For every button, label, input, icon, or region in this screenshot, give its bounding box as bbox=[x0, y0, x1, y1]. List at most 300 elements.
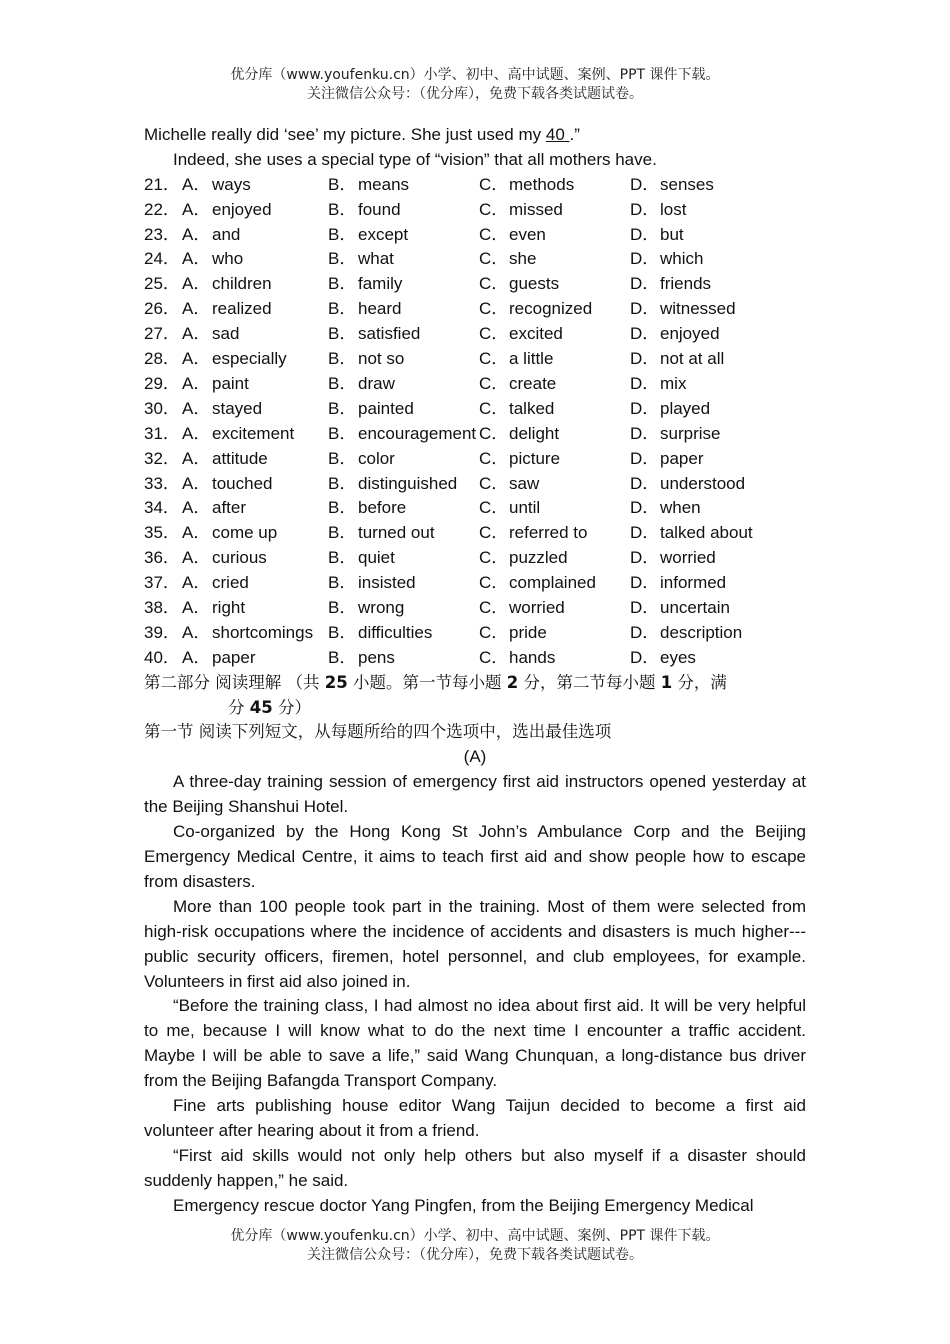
option-text: enjoyed bbox=[660, 324, 720, 344]
option-text: but bbox=[660, 224, 684, 244]
option-text: painted bbox=[358, 398, 414, 418]
question-number: 33． bbox=[144, 473, 180, 493]
question-row bbox=[144, 596, 806, 621]
question-row bbox=[144, 272, 806, 297]
option-text: witnessed bbox=[660, 299, 736, 319]
option-d bbox=[630, 397, 806, 422]
document-body bbox=[144, 123, 806, 1219]
option-letter: C． bbox=[479, 373, 509, 393]
option-text: lost bbox=[660, 199, 687, 219]
option-text: complained bbox=[509, 573, 596, 593]
option-text: create bbox=[509, 373, 557, 393]
option-d bbox=[630, 521, 806, 546]
option-d bbox=[630, 247, 806, 272]
option-letter: D． bbox=[630, 523, 660, 543]
option-b bbox=[328, 322, 479, 347]
option-letter: C． bbox=[479, 647, 509, 667]
option-text: talked about bbox=[660, 523, 753, 543]
option-letter: B． bbox=[328, 199, 357, 219]
option-letter: B． bbox=[328, 249, 357, 269]
option-letter: D． bbox=[630, 349, 660, 369]
option-d bbox=[630, 198, 806, 223]
option-letter: D． bbox=[630, 473, 660, 493]
option-b bbox=[328, 571, 479, 596]
option-letter: C． bbox=[479, 349, 509, 369]
blank-40: 40 bbox=[545, 125, 570, 144]
part2-heading: 第二部分 阅读理解 （共 25 小题。第一节每小题 2 分，第二节每小题 1 分，满 bbox=[144, 672, 727, 692]
question-list bbox=[144, 173, 806, 671]
option-a bbox=[182, 397, 328, 422]
question-row bbox=[144, 247, 806, 272]
option-letter: A． bbox=[182, 597, 211, 617]
footer-line-2: 关注微信公众号：（优分库），免费下载各类试题试卷。 bbox=[307, 1247, 643, 1263]
option-b bbox=[328, 372, 479, 397]
option-letter: C． bbox=[479, 299, 509, 319]
question-number: 40． bbox=[144, 647, 180, 667]
option-text: paper bbox=[660, 448, 704, 468]
option-d bbox=[630, 173, 806, 198]
option-letter: A． bbox=[182, 498, 211, 518]
option-letter: D． bbox=[630, 573, 660, 593]
option-text: puzzled bbox=[509, 548, 568, 568]
question-number: 25． bbox=[144, 274, 180, 294]
option-d bbox=[630, 496, 806, 521]
option-text: pens bbox=[358, 647, 395, 667]
option-text: turned out bbox=[358, 523, 435, 543]
option-d bbox=[630, 472, 806, 497]
option-d bbox=[630, 422, 806, 447]
option-text: excitement bbox=[212, 423, 295, 443]
option-b bbox=[328, 223, 479, 248]
option-text: and bbox=[212, 224, 241, 244]
question-number: 34． bbox=[144, 498, 180, 518]
option-text: family bbox=[358, 274, 403, 294]
option-b bbox=[328, 496, 479, 521]
footer-line-1: 优分库（www.youfenku.cn）小学、初中、高中试题、案例、PPT 课件下载。 bbox=[230, 1228, 720, 1244]
option-a bbox=[182, 322, 328, 347]
option-text: enjoyed bbox=[212, 199, 272, 219]
option-c bbox=[479, 272, 630, 297]
option-text: until bbox=[509, 498, 541, 518]
option-a bbox=[182, 447, 328, 472]
option-a bbox=[182, 223, 328, 248]
option-text: uncertain bbox=[660, 597, 730, 617]
option-text: a little bbox=[509, 349, 554, 369]
option-text: methods bbox=[509, 174, 575, 194]
option-text: mix bbox=[660, 373, 687, 393]
option-d bbox=[630, 297, 806, 322]
option-c bbox=[479, 496, 630, 521]
option-text: eyes bbox=[660, 647, 696, 667]
option-text: encouragement bbox=[358, 423, 477, 443]
option-text: description bbox=[660, 622, 743, 642]
question-number: 39． bbox=[144, 622, 180, 642]
option-b bbox=[328, 272, 479, 297]
option-text: difficulties bbox=[358, 622, 433, 642]
option-d bbox=[630, 546, 806, 571]
option-letter: A． bbox=[182, 473, 211, 493]
option-c bbox=[479, 521, 630, 546]
part2-heading-cont: 分 45 分） bbox=[228, 697, 311, 717]
option-letter: B． bbox=[328, 299, 357, 319]
option-text: heard bbox=[358, 299, 402, 319]
option-letter: A． bbox=[182, 324, 211, 344]
question-row bbox=[144, 347, 806, 372]
option-text: referred to bbox=[509, 523, 588, 543]
option-letter: B． bbox=[328, 174, 357, 194]
option-b bbox=[328, 247, 479, 272]
option-letter: B． bbox=[328, 324, 357, 344]
passage-paragraph: A three-day training session of emergency first aid instructors opened yesterday at the Beijing Shanshui Hotel. bbox=[144, 772, 806, 817]
option-d bbox=[630, 596, 806, 621]
option-letter: D． bbox=[630, 249, 660, 269]
option-a bbox=[182, 621, 328, 646]
option-c bbox=[479, 223, 630, 248]
intro-line-1: Michelle really did ‘see’ my picture. She just used my 40 .” bbox=[144, 125, 580, 144]
option-b bbox=[328, 397, 479, 422]
option-text: shortcomings bbox=[212, 622, 314, 642]
option-d bbox=[630, 223, 806, 248]
passage-paragraph: Fine arts publishing house editor Wang Taijun decided to become a first aid volunteer after hearing about it from a friend. bbox=[144, 1096, 806, 1140]
option-letter: B． bbox=[328, 448, 357, 468]
question-number: 37． bbox=[144, 573, 180, 593]
question-row bbox=[144, 422, 806, 447]
option-letter: C． bbox=[479, 174, 509, 194]
option-b bbox=[328, 422, 479, 447]
option-letter: C． bbox=[479, 573, 509, 593]
question-number: 38． bbox=[144, 597, 180, 617]
option-b bbox=[328, 173, 479, 198]
option-text: insisted bbox=[358, 573, 416, 593]
question-number: 27． bbox=[144, 324, 180, 344]
option-letter: A． bbox=[182, 423, 211, 443]
option-letter: D． bbox=[630, 448, 660, 468]
passage-paragraph: “First aid skills would not only help others but also myself if a disaster should suddenly happen,” he said. bbox=[144, 1145, 806, 1190]
option-letter: B． bbox=[328, 224, 357, 244]
question-number: 24． bbox=[144, 249, 180, 269]
question-number: 28． bbox=[144, 349, 180, 369]
option-a bbox=[182, 472, 328, 497]
question-number: 36． bbox=[144, 548, 180, 568]
option-c bbox=[479, 621, 630, 646]
question-row bbox=[144, 621, 806, 646]
option-c bbox=[479, 422, 630, 447]
option-a bbox=[182, 247, 328, 272]
option-text: cried bbox=[212, 573, 249, 593]
option-letter: D． bbox=[630, 548, 660, 568]
passage-paragraph: Co-organized by the Hong Kong St John’s Ambulance Corp and the Beijing Emergency Medical Centre, it aims to teach first aid and show people how to escape from disasters. bbox=[144, 822, 806, 891]
option-text: guests bbox=[509, 274, 560, 294]
option-a bbox=[182, 422, 328, 447]
option-letter: A． bbox=[182, 448, 211, 468]
option-letter: D． bbox=[630, 174, 660, 194]
option-letter: D． bbox=[630, 199, 660, 219]
option-text: come up bbox=[212, 523, 278, 543]
option-text: color bbox=[358, 448, 395, 468]
option-d bbox=[630, 372, 806, 397]
option-text: missed bbox=[509, 199, 563, 219]
option-letter: A． bbox=[182, 573, 211, 593]
option-letter: D． bbox=[630, 274, 660, 294]
question-row bbox=[144, 521, 806, 546]
option-c bbox=[479, 646, 630, 671]
option-letter: D． bbox=[630, 324, 660, 344]
option-letter: A． bbox=[182, 199, 211, 219]
question-number: 26． bbox=[144, 299, 180, 319]
option-letter: A． bbox=[182, 398, 211, 418]
option-letter: C． bbox=[479, 423, 509, 443]
option-text: distinguished bbox=[358, 473, 458, 493]
option-letter: A． bbox=[182, 224, 211, 244]
option-b bbox=[328, 521, 479, 546]
passage-paragraph: Emergency rescue doctor Yang Pingfen, from the Beijing Emergency Medical bbox=[173, 1195, 754, 1215]
option-text: except bbox=[358, 224, 409, 244]
option-a bbox=[182, 496, 328, 521]
header-line-1: 优分库（www.youfenku.cn）小学、初中、高中试题、案例、PPT 课件下载。 bbox=[230, 67, 720, 83]
option-text: curious bbox=[212, 548, 267, 568]
option-text: children bbox=[212, 274, 272, 294]
question-number: 30． bbox=[144, 398, 180, 418]
question-row bbox=[144, 322, 806, 347]
option-a bbox=[182, 596, 328, 621]
option-d bbox=[630, 571, 806, 596]
option-c bbox=[479, 472, 630, 497]
option-text: delight bbox=[509, 423, 560, 443]
option-letter: B． bbox=[328, 622, 357, 642]
option-letter: D． bbox=[630, 597, 660, 617]
option-text: when bbox=[660, 498, 701, 518]
question-row bbox=[144, 571, 806, 596]
option-b bbox=[328, 198, 479, 223]
option-text: hands bbox=[509, 647, 556, 667]
option-text: right bbox=[212, 597, 246, 617]
question-row bbox=[144, 173, 806, 198]
option-text: understood bbox=[660, 473, 746, 493]
option-d bbox=[630, 447, 806, 472]
option-c bbox=[479, 347, 630, 372]
option-a bbox=[182, 571, 328, 596]
page-footer bbox=[0, 1227, 950, 1265]
option-text: paper bbox=[212, 647, 256, 667]
option-text: after bbox=[212, 498, 247, 518]
option-text: sad bbox=[212, 324, 240, 344]
option-letter: C． bbox=[479, 523, 509, 543]
option-letter: B． bbox=[328, 647, 357, 667]
question-row bbox=[144, 372, 806, 397]
option-text: attitude bbox=[212, 448, 268, 468]
option-letter: B． bbox=[328, 349, 357, 369]
question-row bbox=[144, 397, 806, 422]
question-row bbox=[144, 447, 806, 472]
option-d bbox=[630, 322, 806, 347]
option-letter: C． bbox=[479, 274, 509, 294]
option-a bbox=[182, 198, 328, 223]
question-row bbox=[144, 546, 806, 571]
option-text: before bbox=[358, 498, 407, 518]
option-text: played bbox=[660, 398, 711, 418]
option-text: recognized bbox=[509, 299, 593, 319]
option-a bbox=[182, 272, 328, 297]
option-letter: B． bbox=[328, 398, 357, 418]
option-a bbox=[182, 546, 328, 571]
question-row bbox=[144, 646, 806, 671]
question-row bbox=[144, 198, 806, 223]
option-c bbox=[479, 596, 630, 621]
option-a bbox=[182, 646, 328, 671]
question-number: 21． bbox=[144, 174, 180, 194]
option-letter: D． bbox=[630, 398, 660, 418]
option-letter: B． bbox=[328, 423, 357, 443]
option-d bbox=[630, 272, 806, 297]
option-c bbox=[479, 546, 630, 571]
option-text: paint bbox=[212, 373, 249, 393]
option-c bbox=[479, 247, 630, 272]
option-text: friends bbox=[660, 274, 712, 294]
option-text: senses bbox=[660, 174, 714, 194]
question-number: 31． bbox=[144, 423, 180, 443]
option-letter: A． bbox=[182, 523, 211, 543]
option-c bbox=[479, 397, 630, 422]
option-text: satisfied bbox=[358, 324, 421, 344]
passage-paragraph: More than 100 people took part in the training. Most of them were selected from high-risk occupations where the incidence of accidents and disasters is much higher---public security officers, firemen, hotel personnel, and club employees, for example. Volunteers in first aid also joined in. bbox=[144, 896, 806, 991]
option-b bbox=[328, 347, 479, 372]
option-letter: D． bbox=[630, 498, 660, 518]
option-text: saw bbox=[509, 473, 540, 493]
option-letter: A． bbox=[182, 174, 211, 194]
option-letter: C． bbox=[479, 398, 509, 418]
page-header bbox=[0, 66, 950, 104]
option-letter: D． bbox=[630, 622, 660, 642]
passage-paragraphs bbox=[144, 770, 806, 1218]
option-letter: B． bbox=[328, 597, 357, 617]
option-text: worried bbox=[660, 548, 716, 568]
option-letter: A． bbox=[182, 647, 211, 667]
option-letter: A． bbox=[182, 274, 211, 294]
question-number: 23． bbox=[144, 224, 180, 244]
option-letter: D． bbox=[630, 373, 660, 393]
option-d bbox=[630, 347, 806, 372]
option-text: pride bbox=[509, 622, 547, 642]
option-c bbox=[479, 198, 630, 223]
option-letter: C． bbox=[479, 199, 509, 219]
option-letter: C． bbox=[479, 224, 509, 244]
option-text: draw bbox=[358, 373, 395, 393]
option-text: found bbox=[358, 199, 401, 219]
option-letter: A． bbox=[182, 349, 211, 369]
option-letter: B． bbox=[328, 523, 357, 543]
option-a bbox=[182, 173, 328, 198]
option-c bbox=[479, 447, 630, 472]
option-letter: B． bbox=[328, 373, 357, 393]
question-number: 35． bbox=[144, 523, 180, 543]
option-letter: D． bbox=[630, 423, 660, 443]
option-letter: C． bbox=[479, 249, 509, 269]
option-text: surprise bbox=[660, 423, 721, 443]
option-letter: C． bbox=[479, 548, 509, 568]
question-row bbox=[144, 472, 806, 497]
option-text: ways bbox=[212, 174, 251, 194]
option-c bbox=[479, 173, 630, 198]
option-text: not at all bbox=[660, 349, 725, 369]
option-c bbox=[479, 297, 630, 322]
option-text: who bbox=[212, 249, 244, 269]
option-b bbox=[328, 472, 479, 497]
header-line-2: 关注微信公众号：（优分库），免费下载各类试题试卷。 bbox=[307, 86, 643, 102]
option-b bbox=[328, 297, 479, 322]
option-letter: C． bbox=[479, 597, 509, 617]
option-letter: B． bbox=[328, 274, 357, 294]
option-letter: B． bbox=[328, 573, 357, 593]
question-row bbox=[144, 223, 806, 248]
option-b bbox=[328, 447, 479, 472]
option-a bbox=[182, 347, 328, 372]
option-text: realized bbox=[212, 299, 272, 319]
option-letter: A． bbox=[182, 373, 211, 393]
option-letter: D． bbox=[630, 299, 660, 319]
option-c bbox=[479, 372, 630, 397]
option-text: wrong bbox=[358, 597, 405, 617]
option-letter: A． bbox=[182, 622, 211, 642]
question-number: 29． bbox=[144, 373, 180, 393]
option-text: she bbox=[509, 249, 537, 269]
option-letter: D． bbox=[630, 224, 660, 244]
intro-line-2: Indeed, she uses a special type of “vision” that all mothers have. bbox=[173, 149, 657, 169]
option-a bbox=[182, 521, 328, 546]
option-text: even bbox=[509, 224, 546, 244]
option-letter: B． bbox=[328, 548, 357, 568]
option-text: worried bbox=[509, 597, 565, 617]
option-letter: B． bbox=[328, 498, 357, 518]
option-b bbox=[328, 596, 479, 621]
option-text: especially bbox=[212, 349, 287, 369]
passage-label: (A) bbox=[463, 747, 487, 767]
option-letter: C． bbox=[479, 324, 509, 344]
option-a bbox=[182, 372, 328, 397]
option-letter: B． bbox=[328, 473, 357, 493]
option-text: what bbox=[358, 249, 394, 269]
question-number: 22． bbox=[144, 199, 180, 219]
question-number: 32． bbox=[144, 448, 180, 468]
option-text: not so bbox=[358, 349, 405, 369]
passage-paragraph: “Before the training class, I had almost no idea about first aid. It will be very helpful to me, because I will know what to do the next time I encounter a traffic accident. Maybe I will be able to save a life,” said Wang Chunquan, a long-distance bus driver from the Beijing Bafangda Transport Company. bbox=[144, 996, 806, 1091]
option-letter: A． bbox=[182, 249, 211, 269]
question-row bbox=[144, 297, 806, 322]
option-letter: C． bbox=[479, 498, 509, 518]
option-text: touched bbox=[212, 473, 273, 493]
option-text: stayed bbox=[212, 398, 263, 418]
option-b bbox=[328, 546, 479, 571]
option-a bbox=[182, 297, 328, 322]
option-b bbox=[328, 621, 479, 646]
option-letter: C． bbox=[479, 448, 509, 468]
option-d bbox=[630, 621, 806, 646]
option-text: means bbox=[358, 174, 410, 194]
option-letter: C． bbox=[479, 473, 509, 493]
option-text: which bbox=[660, 249, 704, 269]
section1-heading: 第一节 阅读下列短文，从每题所给的四个选项中，选出最佳选项 bbox=[144, 722, 612, 742]
option-c bbox=[479, 322, 630, 347]
option-d bbox=[630, 646, 806, 671]
option-text: talked bbox=[509, 398, 555, 418]
option-letter: A． bbox=[182, 299, 211, 319]
option-letter: C． bbox=[479, 622, 509, 642]
option-text: quiet bbox=[358, 548, 395, 568]
option-text: informed bbox=[660, 573, 727, 593]
question-row bbox=[144, 496, 806, 521]
option-text: excited bbox=[509, 324, 563, 344]
option-c bbox=[479, 571, 630, 596]
option-letter: D． bbox=[630, 647, 660, 667]
